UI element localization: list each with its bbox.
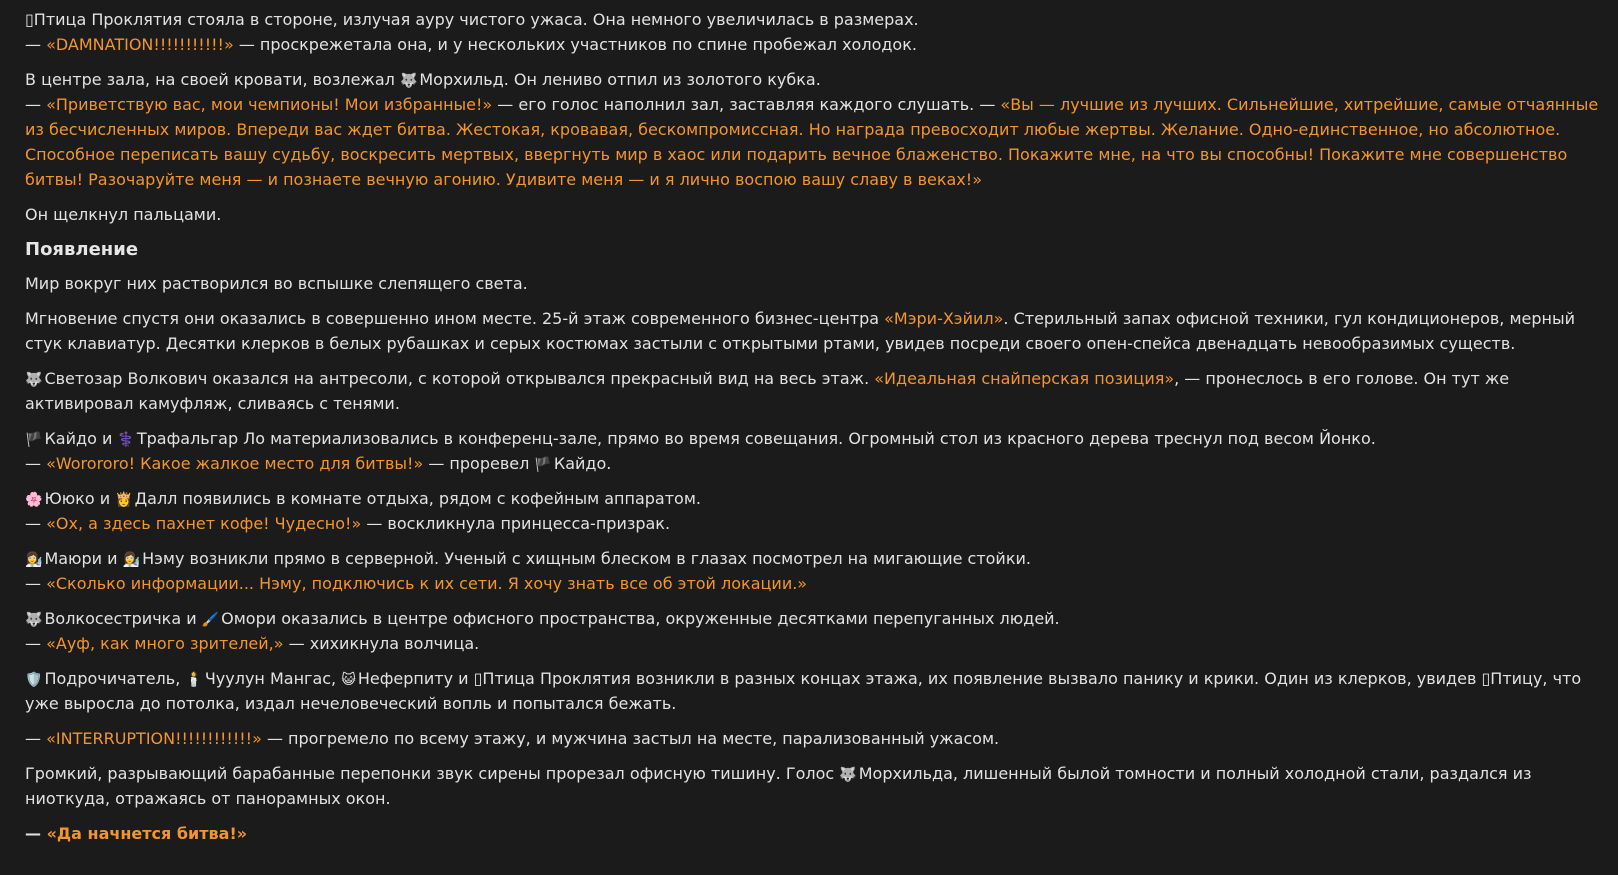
text: В центре зала, на своей кровати, возлежал (25, 70, 400, 89)
quote-battle-begins: «Да начнется битва!» (46, 824, 248, 843)
text: — прогремело по всему этажу, и мужчина застыл на месте, парализованный ужасом. (261, 729, 1000, 748)
text: — его голос наполнил зал, заставляя каждого слушать. — (492, 95, 1001, 114)
text: Маюри и (44, 549, 123, 568)
dash: — (25, 574, 47, 593)
dash: — (25, 634, 47, 653)
quote-greeting: «Приветствую вас, мои чемпионы! Мои избранные!» (46, 95, 493, 114)
dash: — (25, 729, 47, 748)
quote-information: «Сколько информации... Нэму, подключись к их сети. Я хочу знать все об этой локации.» (46, 574, 808, 593)
text: ▯Птица Проклятия стояла в стороне, излучая ауру чистого ужаса. Она немного увеличилась в размерах. (25, 10, 919, 29)
paragraph-battle-begins (25, 821, 1610, 846)
dash: — (25, 454, 47, 473)
text: Морхильда, лишенный былой томности и полный холодной стали, раздался из ниоткуда, отражаясь от панорамных окон. (25, 764, 1532, 808)
quote-speech: «Вы — лучшие из лучших. Сильнейшие, хитрейшие, самые отчаянные из бесчисленных миров. Впереди вас ждет битва. Жестокая, кровавая, бескомпромиссная. Но награда превосходит любые жертвы. Желание. Одно-единственное, но абсолютное. Способное переписать вашу судьбу, воскресить мертвых, ввергнуть мир в хаос или подарить вечное блаженство. Покажите мне, на что вы способны! Покажите мне совершенство битвы! Разочаруйте меня — и познаете вечную агонию. Удивите меня — и я лично воспою вашу славу в веках!» (25, 95, 1599, 189)
dash: — (25, 35, 47, 54)
candle-icon: 🕯️ (185, 672, 203, 688)
text: Мгновение спустя они оказались в совершенно ином месте. 25-й этаж современного бизнес-центра (25, 309, 885, 328)
quote-coffee: «Ох, а здесь пахнет кофе! Чудесно!» (46, 514, 362, 533)
dash: — (25, 95, 47, 114)
paragraph-mayuri-nemu (25, 546, 1610, 596)
chat-message-body (25, 7, 1610, 856)
text: Чуулун Мангас, (204, 669, 342, 688)
pirate-flag-icon: 🏴 (534, 457, 552, 473)
paragraph-svetozar (25, 366, 1610, 416)
text: Кайдо и (44, 429, 118, 448)
text: Трафальгар Ло материализовались в конференц-зале, прямо во время совещания. Огромный стол из красного дерева треснул под весом Йонко. (136, 429, 1376, 448)
quote-interruption: «INTERRUPTION!!!!!!!!!!!!» (46, 729, 262, 748)
dash: — (25, 824, 47, 843)
text: Морхильд. Он лениво отпил из золотого кубка. (419, 70, 821, 89)
paragraph-wolfsister-omori (25, 606, 1610, 656)
text: — хихикнула волчица. (283, 634, 480, 653)
paragraph-interruption (25, 726, 1610, 751)
paintbrush-icon: 🖌️ (201, 612, 220, 628)
quote-sniper: «Идеальная снайперская позиция» (874, 369, 1175, 388)
text: — проревел (423, 454, 535, 473)
wolf-icon: 🐺 (399, 73, 418, 89)
scientist-icon: 👩‍🔬 (25, 552, 43, 568)
text: Далл появились в комнате отдыха, рядом с кофейным аппаратом. (134, 489, 701, 508)
shield-icon: 🛡️ (25, 672, 43, 688)
dash: — (25, 514, 47, 533)
section-heading: Появление (25, 239, 139, 260)
wolf-icon: 🐺 (839, 767, 857, 783)
paragraph-kaido-law (25, 426, 1610, 476)
text: Неферпиту и ▯Птица Проклятия возникли в разных концах этажа, их появление вызвало панику и крики. Один из клерков, увидев ▯Птицу, что уже выросла до потолка, издал нечеловеческий вопль и попытался бежать. (25, 669, 1582, 713)
paragraph-siren (25, 761, 1610, 811)
medical-symbol-icon: ⚕️ (117, 432, 135, 448)
paragraph-curse-bird (25, 7, 1610, 57)
quote-audience: «Ауф, как много зрителей,» (46, 634, 284, 653)
text: Подрочичатель, (44, 669, 186, 688)
text: Нэму возникли прямо в серверной. Ученый с хищным блеском в глазах посмотрел на мигающие стойки. (142, 549, 1031, 568)
paragraph-morhild-speech (25, 67, 1610, 192)
paragraph-yuyuko-dall (25, 486, 1610, 536)
cherry-blossom-icon: 🌸 (25, 492, 43, 508)
paragraph-office (25, 306, 1610, 356)
paragraph-others (25, 666, 1610, 716)
text: — проскрежетала она, и у нескольких участников по спине пробежал холодок. (233, 35, 917, 54)
text: — воскликнула принцесса-призрак. (361, 514, 671, 533)
cat-face-icon: 😺 (341, 672, 356, 688)
princess-icon: 👸 (115, 492, 133, 508)
text: Кайдо. (553, 454, 612, 473)
text: . Стерильный запах офисной техники, гул кондиционеров, мерный стук клавиатур. Десятки клерков в белых рубашках и серых костюмах застыли с открытыми ртами, увидев посреди своего опен-спейса двенадцать невообразимых существ. (25, 309, 1576, 353)
text: Громкий, разрывающий барабанные перепонки звук сирены прорезал офисную тишину. Голос (25, 764, 840, 783)
quote-damnation: «DAMNATION!!!!!!!!!!!» (46, 35, 234, 54)
text: Волкосестричка и (44, 609, 202, 628)
text: Омори оказались в центре офисного пространства, окруженные десятками перепуганных людей. (221, 609, 1060, 628)
quote-worororo: «Worororo! Какое жалкое место для битвы!» (46, 454, 424, 473)
quote-building-name: «Мэри-Хэйил» (884, 309, 1004, 328)
wolf-icon: 🐺 (25, 612, 43, 628)
text: , — пронеслось в его голове. Он тут же активировал камуфляж, сливаясь с тенями. (25, 369, 1510, 413)
scientist-icon: 👩‍🔬 (122, 552, 141, 568)
paragraph-snap: Он щелкнул пальцами. (25, 205, 222, 224)
text: Ююко и (44, 489, 116, 508)
paragraph-flash: Мир вокруг них растворился во вспышке слепящего света. (25, 274, 528, 293)
wolf-icon: 🐺 (25, 372, 43, 388)
pirate-flag-icon: 🏴 (25, 432, 43, 448)
text: Светозар Волкович оказался на антресоли, с которой открывался прекрасный вид на весь этаж. (44, 369, 875, 388)
